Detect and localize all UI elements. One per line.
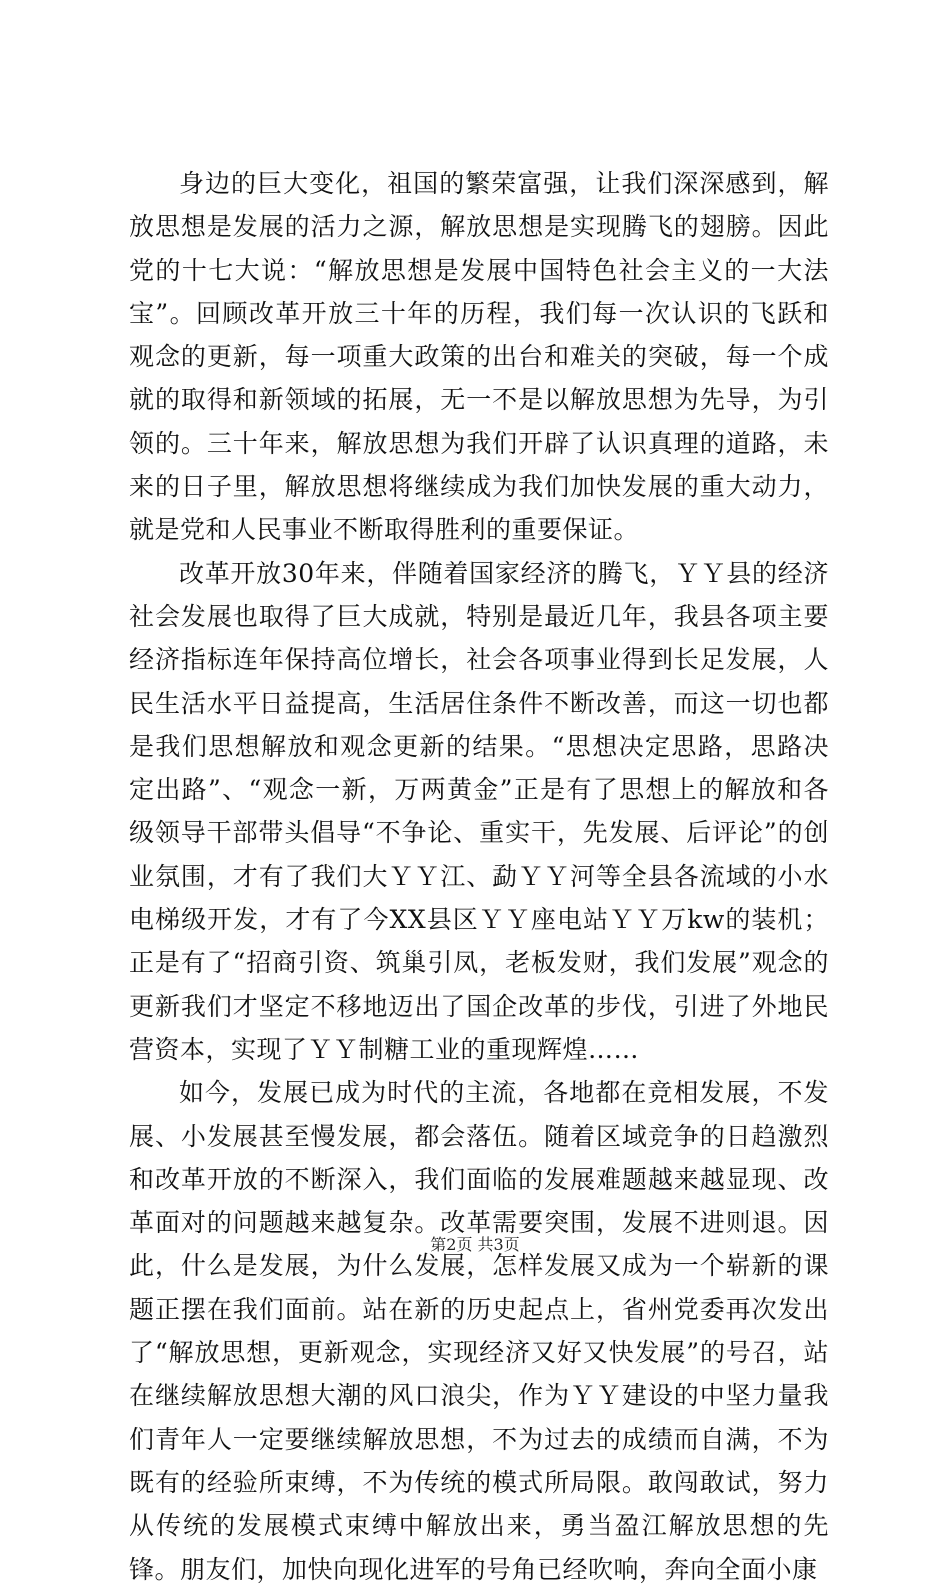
paragraph-3: 如今，发展已成为时代的主流，各地都在竞相发展，不发展、小发展甚至慢发展，都会落伍。随着区域竞争的日趋激烈和改革开放的不断深入，我们面临的发展难题越来越显现、改革面对的问题越来越复杂。改革需要突围，发展不进则退。因此，什么是发展，为什么发展，怎样发展又成为一个崭新的课题正摆在我们面前。站在新的历史起点上，省州党委再次发出了“解放思想，更新观念，实现经济又好又快发展”的号召，站在继续解放思想大潮的风口浪尖，作为ＹＹ建设的中坚力量我们青年人一定要继续解放思想，不为过去的成绩而自满，不为既有的经验所束缚，不为传统的模式所局限。敢闯敢试，努力从传统的发展模式束缚中解放出来，勇当盈江解放思想的先锋。朋友们，加快向现化进军的号角已经吹响，奔向全面小康 xyxy=(129,1078,829,1584)
page-indicator: 第2页 共3页 xyxy=(430,1235,520,1254)
paragraph-1: 身边的巨大变化，祖国的繁荣富强，让我们深深感到，解放思想是发展的活力之源，解放思想是实现腾飞的翅膀。因此党的十七大说：“解放思想是发展中国特色社会主义的一大法宝”。回顾改革开放三十年的历程，我们每一次认识的飞跃和观念的更新，每一项重大政策的出台和难关的突破，每一个成就的取得和新领域的拓展，无一不是以解放思想为先导，为引领的。三十年来，解放思想为我们开辟了认识真理的道路，未来的日子里，解放思想将继续成为我们加快发展的重大动力，就是党和人民事业不断取得胜利的重要保证。 xyxy=(129,169,829,545)
document-body xyxy=(129,162,829,1591)
page-footer xyxy=(0,1232,950,1255)
paragraph-2: 改革开放30年来，伴随着国家经济的腾飞，ＹＹ县的经济社会发展也取得了巨大成就，特别是最近几年，我县各项主要经济指标连年保持高位增长，社会各项事业得到长足发展，人民生活水平日益提高，生活居住条件不断改善，而这一切也都是我们思想解放和观念更新的结果。“思想决定思路，思路决定出路”、“观念一新，万两黄金”正是有了思想上的解放和各级领导干部带头倡导“不争论、重实干，先发展、后评论”的创业氛围，才有了我们大ＹＹ江、勐ＹＹ河等全县各流域的小水电梯级开发，才有了今XX县区ＹＹ座电站ＹＹ万kw的装机；正是有了“招商引资、筑巢引凤，老板发财，我们发展”观念的更新我们才坚定不移地迈出了国企改革的步伐，引进了外地民营资本，实现了ＹＹ制糖工业的重现辉煌…… xyxy=(129,558,829,1064)
